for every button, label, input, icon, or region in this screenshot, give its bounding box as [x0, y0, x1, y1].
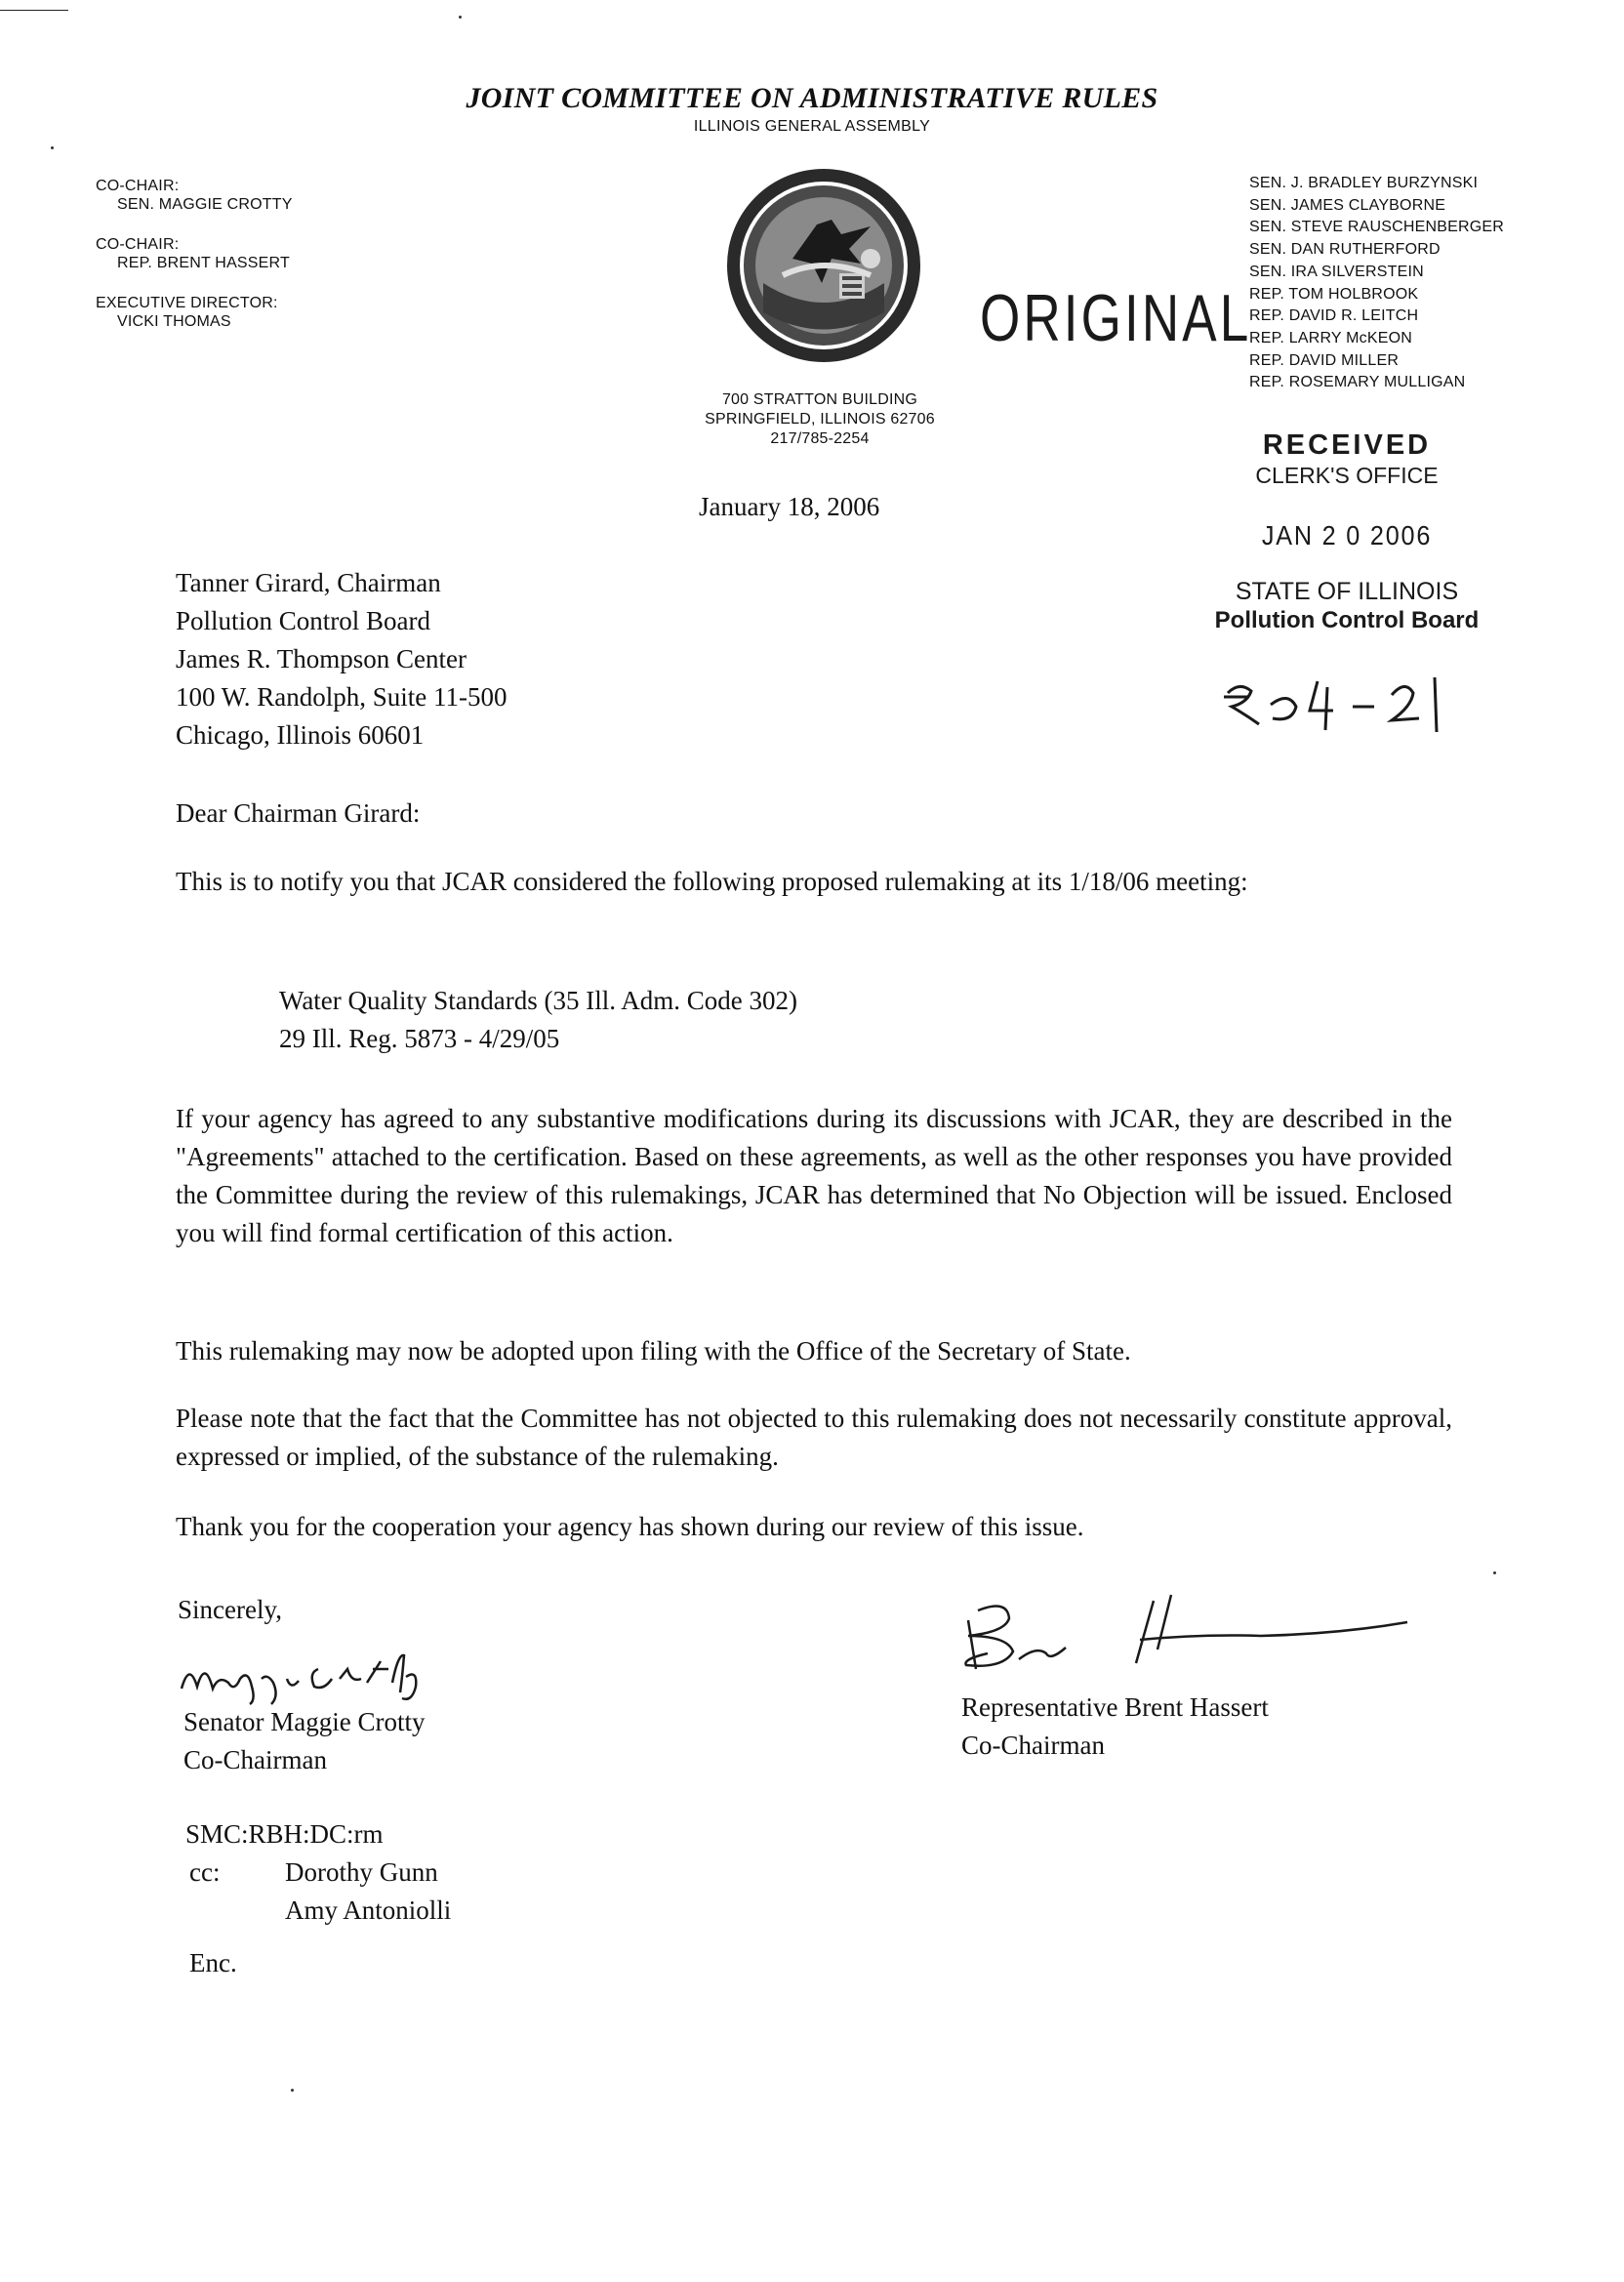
- addressee-line: Tanner Girard, Chairman: [176, 568, 441, 597]
- signature-crotty: [172, 1640, 504, 1713]
- scan-speck: [51, 146, 54, 149]
- member-name: REP. LARRY McKEON: [1249, 329, 1413, 346]
- paragraph-thanks: Thank you for the cooperation your agency has shown during our review of this issue.: [176, 1512, 1084, 1541]
- scan-speck: [459, 16, 462, 19]
- officer-name: SEN. MAGGIE CROTTY: [117, 196, 293, 213]
- original-stamp: ORIGINAL: [980, 281, 1252, 355]
- addressee-line: James R. Thompson Center: [176, 644, 467, 673]
- member-name: SEN. DAN RUTHERFORD: [1249, 241, 1441, 259]
- paragraph-agreements: If your agency has agreed to any substantive modifications during its discussions with JCAR, they are described in the "Agreements" attached to the certification. Based on these agreements, as well as the other responses you have provided the Committee during the review of this rulemakings, JCAR has determined that No Objection will be issued. Enclosed you will find formal certification of this action.: [176, 1104, 1452, 1247]
- signatory-left-name: Senator Maggie Crotty: [183, 1707, 426, 1736]
- cc-label: cc:: [189, 1857, 221, 1887]
- rule-title: Water Quality Standards (35 Ill. Adm. Code 302): [279, 986, 797, 1015]
- addressee-line: Chicago, Illinois 60601: [176, 720, 425, 750]
- committee-address: [673, 390, 966, 449]
- assembly-subtitle: ILLINOIS GENERAL ASSEMBLY: [693, 118, 931, 135]
- letter-date: January 18, 2006: [699, 492, 880, 521]
- addressee-line: 100 W. Randolph, Suite 11-500: [176, 682, 508, 712]
- officer-label: CO-CHAIR:: [96, 236, 180, 253]
- clerk-office-stamp: CLERK'S OFFICE: [1255, 463, 1439, 488]
- paragraph-disclaimer: Please note that the fact that the Committee has not objected to this rulemaking does not necessarily constitute approval, expressed or implied, of the substance of the rulemaking.: [176, 1404, 1452, 1471]
- addressee-line: Pollution Control Board: [176, 606, 431, 635]
- address-line: SPRINGFIELD, ILLINOIS 62706: [705, 411, 935, 428]
- enclosure-note: Enc.: [189, 1948, 237, 1977]
- member-name: REP. ROSEMARY MULLIGAN: [1249, 374, 1466, 391]
- committee-members: [1249, 173, 1504, 394]
- officer-label: EXECUTIVE DIRECTOR:: [96, 295, 278, 311]
- member-name: REP. DAVID R. LEITCH: [1249, 307, 1419, 325]
- address-phone: 217/785-2254: [770, 430, 870, 447]
- signatory-right-name: Representative Brent Hassert: [961, 1692, 1269, 1722]
- address-line: 700 STRATTON BUILDING: [721, 391, 918, 408]
- cc-recipient: Dorothy Gunn: [285, 1857, 438, 1887]
- officers-block: [96, 177, 293, 331]
- received-stamp: RECEIVED: [1262, 429, 1432, 461]
- scan-edge-rule: [0, 10, 68, 11]
- signatory-left-title: Co-Chairman: [183, 1745, 327, 1774]
- member-name: SEN. J. BRADLEY BURZYNSKI: [1249, 175, 1479, 191]
- state-seal-icon: [724, 166, 924, 366]
- scan-speck: [1493, 1571, 1496, 1574]
- cc-recipient: Amy Antoniolli: [285, 1895, 452, 1925]
- signature-hassert: [949, 1591, 1417, 1689]
- rule-citation: 29 Ill. Reg. 5873 - 4/29/05: [279, 1024, 560, 1053]
- member-name: SEN. IRA SILVERSTEIN: [1249, 263, 1424, 280]
- cc-list: [285, 1854, 451, 1930]
- received-date-stamp: JAN 2 0 2006: [1261, 520, 1433, 550]
- member-name: REP. TOM HOLBROOK: [1249, 285, 1419, 303]
- paragraph-adoption: This rulemaking may now be adopted upon filing with the Office of the Secretary of State.: [176, 1336, 1131, 1365]
- addressee-block: [176, 564, 508, 754]
- officer-name: REP. BRENT HASSERT: [117, 255, 290, 271]
- board-stamp: Pollution Control Board: [1214, 607, 1480, 633]
- officer-name: VICKI THOMAS: [117, 313, 231, 330]
- member-name: SEN. STEVE RAUSCHENBERGER: [1249, 219, 1505, 236]
- committee-title: JOINT COMMITTEE ON ADMINISTRATIVE RULES: [466, 82, 1158, 114]
- scan-speck: [291, 2089, 294, 2092]
- paragraph-notification: This is to notify you that JCAR considered the following proposed rulemaking at its 1/18/06 meeting:: [176, 867, 1248, 896]
- state-stamp: STATE OF ILLINOIS: [1235, 578, 1459, 605]
- closing: Sincerely,: [178, 1595, 282, 1624]
- salutation: Dear Chairman Girard:: [176, 798, 421, 828]
- signatory-right-title: Co-Chairman: [961, 1731, 1105, 1760]
- docket-number-handwritten: [1220, 673, 1454, 763]
- member-name: REP. DAVID MILLER: [1249, 351, 1400, 369]
- rulemaking-reference: [279, 982, 797, 1058]
- reference-initials: SMC:RBH:DC:rm: [185, 1819, 384, 1849]
- officer-label: CO-CHAIR:: [96, 178, 180, 194]
- member-name: SEN. JAMES CLAYBORNE: [1249, 196, 1446, 214]
